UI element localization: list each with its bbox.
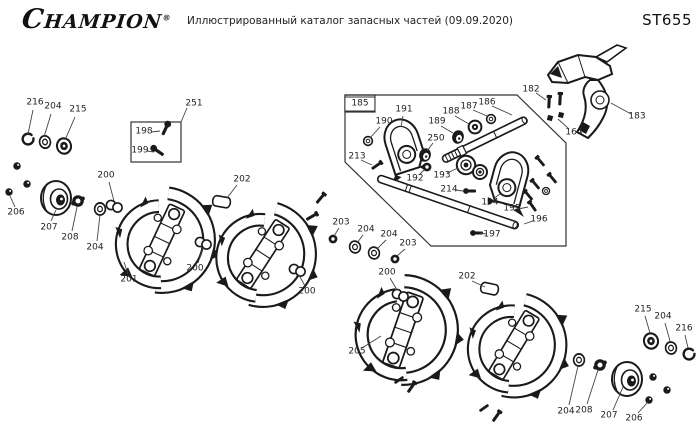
part-label-190: 190: [375, 116, 393, 127]
part-label-215: 215: [69, 104, 87, 115]
part-label-216: 216: [675, 323, 693, 334]
part-label-207: 207: [600, 410, 618, 421]
part-label-202: 202: [458, 271, 476, 282]
part-label-191: 191: [395, 104, 413, 115]
part-label-251: 251: [185, 98, 203, 109]
part-label-193: 193: [433, 170, 451, 181]
part-label-250: 250: [427, 133, 445, 144]
part-label-189: 189: [428, 116, 446, 127]
pin: [479, 404, 490, 413]
part-206-bolt: [649, 373, 656, 380]
model-code: ST655: [642, 11, 692, 29]
part-label-199: 199: [131, 145, 149, 156]
part-206-bolt: [645, 396, 652, 403]
part-215-seal: [56, 137, 73, 155]
part-189-bearing-cup: [451, 129, 466, 145]
part-label-207: 207: [40, 222, 58, 233]
part-213-bolt: [370, 160, 383, 171]
part-202-spacer: [212, 195, 231, 208]
part-label-196: 196: [530, 214, 548, 225]
part-206-bolt: [23, 180, 30, 187]
part-206-bolt: [663, 386, 670, 393]
part-216-snap-ring: [21, 132, 34, 145]
part-204-washer: [665, 341, 678, 355]
part-214-bolt: [463, 188, 476, 194]
part-187-ring: [487, 115, 496, 124]
part-label-187: 187: [460, 101, 478, 112]
part-label-200: 200: [298, 286, 316, 297]
part-label-205: 205: [348, 346, 366, 357]
part-label-202: 202: [233, 174, 251, 185]
part-190-ring: [364, 137, 373, 146]
part-label-204: 204: [357, 224, 375, 235]
part-label-183: 183: [628, 111, 646, 122]
catalog-title: Иллюстрированный каталог запасных частей (09.09.2020): [187, 15, 513, 27]
part-199-shear-bolt: [149, 144, 166, 158]
part-label-216: 216: [26, 97, 44, 108]
part-label-204: 204: [44, 101, 62, 112]
part-label-164: 164: [565, 127, 583, 138]
part-204-washer: [348, 240, 361, 254]
part-207-hub: [41, 181, 71, 215]
bolt: [491, 409, 503, 423]
part-204-washer: [367, 246, 380, 260]
part-206-bolt: [13, 162, 20, 169]
part-label-200: 200: [97, 170, 115, 181]
part-215-seal: [642, 332, 660, 350]
part-label-197: 197: [483, 229, 501, 240]
part-label-200: 200: [378, 267, 396, 278]
part-label-195: 195: [503, 203, 521, 214]
part-label-208: 208: [575, 405, 593, 416]
part-216-snap-ring: [683, 348, 695, 361]
bolt: [314, 191, 327, 205]
part-label-192: 192: [406, 173, 424, 184]
part-206-bolt: [5, 188, 12, 195]
brand-name: CHAMPION: [20, 4, 164, 35]
part-label-213: 213: [348, 151, 366, 162]
part-label-203: 203: [399, 238, 417, 249]
part-label-214: 214: [440, 184, 458, 195]
part-204-washer: [574, 354, 585, 366]
part-label-215: 215: [634, 304, 652, 315]
part-203-ring: [391, 255, 400, 264]
part-164-nuts: [547, 112, 564, 121]
part-208-lock-nut: [71, 195, 85, 207]
part-label-203: 203: [332, 217, 350, 228]
part-202-spacer: [480, 282, 500, 296]
part-label-206: 206: [625, 413, 643, 424]
auger-right: [463, 294, 576, 401]
part-label-198: 198: [135, 126, 153, 137]
part-204-washer: [95, 203, 106, 215]
part-182-bolts: [546, 92, 563, 109]
part-label-185: 185: [344, 97, 375, 112]
part-183-gearbox-assembly: [548, 45, 626, 138]
leader-lines: [10, 93, 688, 413]
part-204-washer: [39, 135, 52, 149]
part-label-208: 208: [61, 232, 79, 243]
part-label-204: 204: [380, 229, 398, 240]
part-label-188: 188: [442, 106, 460, 117]
registered-mark: ®: [161, 12, 172, 23]
part-207-hub: [612, 362, 642, 396]
part-label-182: 182: [522, 84, 540, 95]
part-205-auger-right-inner: [350, 276, 468, 388]
part-200-bushing: [106, 200, 122, 212]
part-188-bearing: [469, 121, 482, 134]
part-label-204: 204: [557, 406, 575, 417]
part-label-201: 201: [120, 274, 138, 285]
part-203-ring: [329, 235, 338, 244]
part-193-bearing-set: [455, 154, 487, 179]
part-label-194: 194: [481, 197, 499, 208]
part-label-206: 206: [7, 207, 25, 218]
bolt: [305, 211, 319, 222]
part-label-204: 204: [654, 311, 672, 322]
part-label-204: 204: [86, 242, 104, 253]
part-label-186: 186: [478, 97, 496, 108]
part-208-lock-nut: [593, 359, 607, 371]
part-label-200: 200: [186, 263, 204, 274]
